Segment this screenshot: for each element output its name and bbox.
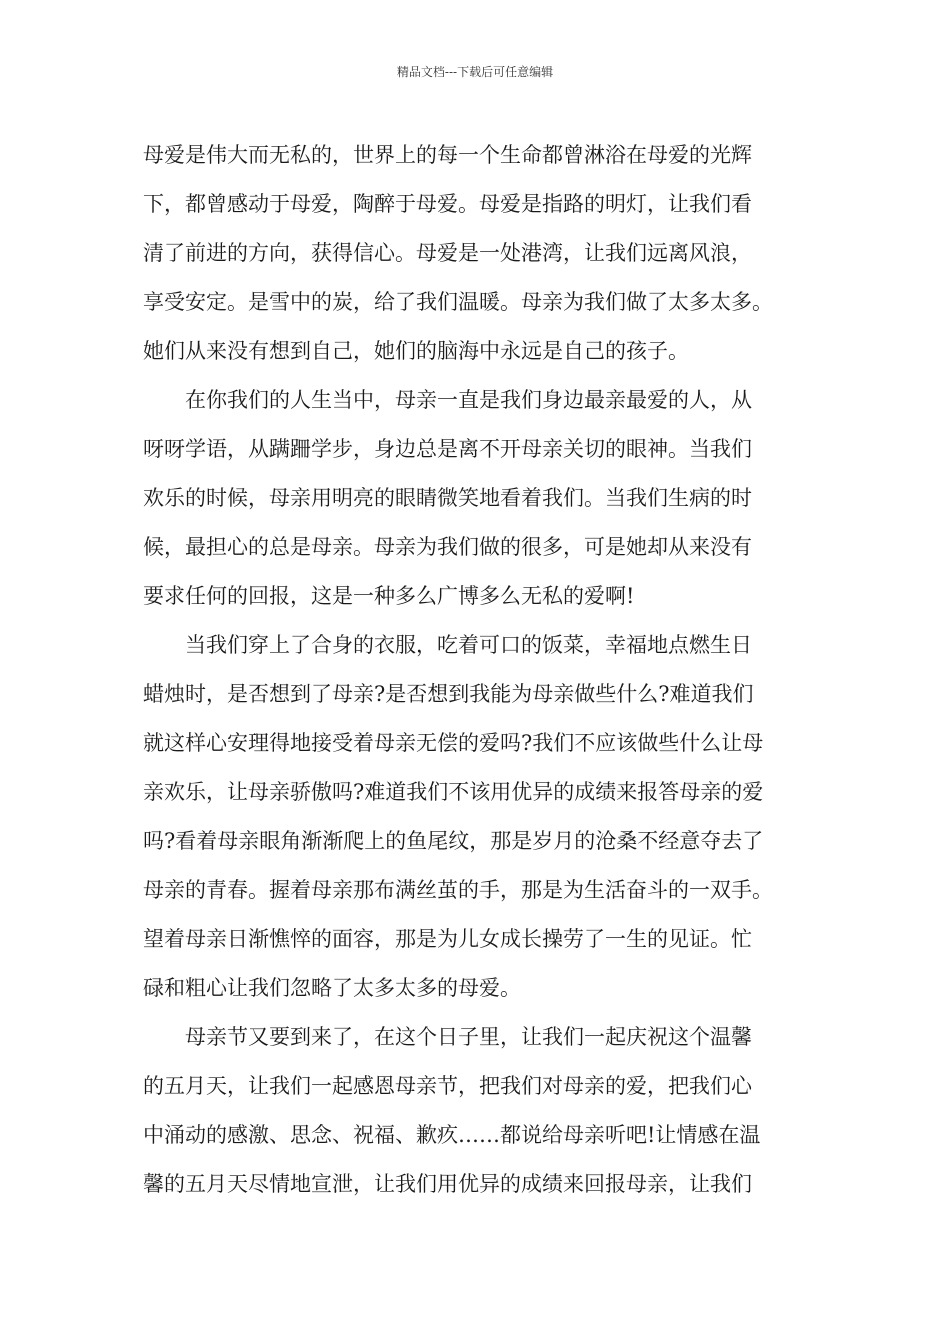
- text-line: 馨的五月天尽情地宣泄，让我们用优异的成绩来回报母亲，让我们: [143, 1172, 752, 1196]
- text-line: 在你我们的人生当中，母亲一直是我们身边最亲最爱的人，从: [143, 388, 752, 412]
- text-line: 她们从来没有想到自己，她们的脑海中永远是自己的孩子。: [143, 339, 689, 363]
- text-line: 吗?看着母亲眼角渐渐爬上的鱼尾纹，那是岁月的沧桑不经意夺去了: [143, 829, 764, 853]
- text-line: 碌和粗心让我们忽略了太多太多的母爱。: [143, 976, 521, 1000]
- document-body: [143, 131, 823, 1209]
- text-line: 要求任何的回报，这是一种多么广博多么无私的爱啊!: [143, 584, 635, 608]
- text-line: 就这样心安理得地接受着母亲无偿的爱吗?我们不应该做些什么让母: [143, 731, 764, 755]
- text-line: 的五月天，让我们一起感恩母亲节，把我们对母亲的爱，把我们心: [143, 1074, 752, 1098]
- text-line: 母亲的青春。握着母亲那布满丝茧的手，那是为生活奋斗的一双手。: [143, 878, 773, 902]
- text-line: 望着母亲日渐憔悴的面容，那是为儿女成长操劳了一生的见证。忙: [143, 927, 752, 951]
- page-header: 精品文档---下载后可任意编辑: [396, 65, 554, 79]
- text-line: 中涌动的感激、思念、祝福、歉疚……都说给母亲听吧!让情感在温: [143, 1123, 761, 1147]
- text-line: 蜡烛时，是否想到了母亲?是否想到我能为母亲做些什么?难道我们: [143, 682, 754, 706]
- text-line: 候，最担心的总是母亲。母亲为我们做的很多，可是她却从来没有: [143, 535, 752, 559]
- text-line: 下，都曾感动于母爱，陶醉于母爱。母爱是指路的明灯，让我们看: [143, 192, 752, 216]
- text-line: 享受安定。是雪中的炭，给了我们温暖。母亲为我们做了太多太多。: [143, 290, 773, 314]
- text-line: 母亲节又要到来了，在这个日子里，让我们一起庆祝这个温馨: [143, 1025, 752, 1049]
- text-line: 呀呀学语，从蹒跚学步，身边总是离不开母亲关切的眼神。当我们: [143, 437, 752, 461]
- text-line: 当我们穿上了合身的衣服，吃着可口的饭菜，幸福地点燃生日: [143, 633, 752, 657]
- text-line: 母爱是伟大而无私的，世界上的每一个生命都曾淋浴在母爱的光辉: [143, 143, 752, 167]
- text-line: 欢乐的时候，母亲用明亮的眼睛微笑地看着我们。当我们生病的时: [143, 486, 752, 510]
- text-line: 清了前进的方向，获得信心。母爱是一处港湾，让我们远离风浪，: [143, 241, 752, 265]
- text-line: 亲欢乐，让母亲骄傲吗?难道我们不该用优异的成绩来报答母亲的爱: [143, 780, 764, 804]
